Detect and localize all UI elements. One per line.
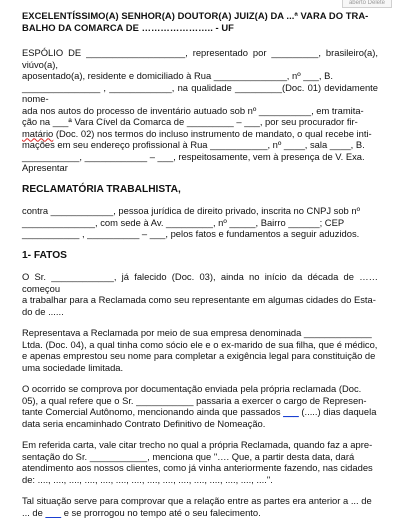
fatos-paragraph-5: [22, 495, 378, 518]
reclamatoria-paragraph: [22, 205, 378, 240]
court-heading-line-2: BALHO DA COMARCA DE ………………….. - UF: [22, 22, 378, 34]
intro-line: Apresentar: [22, 162, 378, 174]
blank-link[interactable]: ___: [283, 406, 299, 417]
paragraph-line: O ocorrido se comprova por documentação enviada pela própria reclamada (Doc.: [22, 383, 378, 395]
paragraph-line: 05), a qual refere que o Sr. ___________ passaria a exercer o cargo de Represen-: [22, 395, 378, 407]
paragraph-line: Representava a Reclamada por meio de sua empresa denominada _____________: [22, 327, 378, 339]
paragraph-line: O Sr. ____________, já falecido (Doc. 03), ainda no início da década de …… começou: [22, 271, 378, 294]
intro-line: aposentado(a), residente e domiciliado à Rua ______________, nº ___, B.: [22, 70, 378, 82]
intro-line: ESPÓLIO DE ___________________, representado por _________, brasileiro(a), viúvo(a),: [22, 47, 378, 70]
fatos-paragraph-2: [22, 327, 378, 373]
reclamatoria-title: RECLAMATÓRIA TRABALHISTA,: [22, 184, 378, 196]
paragraph-line: tante Comercial Autônomo, mencionando ainda que passados ___ (.....) dias daquela: [22, 406, 378, 418]
paragraph-line: uma sociedade limitada.: [22, 362, 378, 374]
intro-line: ___________, ____________ – ___, respeitosamente, vem à presença de V. Exa.: [22, 151, 378, 163]
paragraph-line: Em referida carta, vale citar trecho no qual a própria Reclamada, quando faz a apre-: [22, 439, 378, 451]
spellcheck-word[interactable]: matário: [22, 128, 53, 139]
fatos-paragraph-1: [22, 271, 378, 317]
paragraph-line: Tal situação serve para comprovar que a relação entre as partes era anterior a ... de: [22, 495, 378, 507]
status-badge: aberto Delete: [342, 0, 392, 8]
paragraph-line: atendimento aos nossos clientes, como já vinha anteriormente fazendo, nas cidades: [22, 462, 378, 474]
paragraph-line: do de ......: [22, 306, 378, 318]
paragraph-line: sentação do Sr. ___________, menciona que "…. Que, a partir desta data, dará: [22, 451, 378, 463]
reclamatoria-line: ______________, com sede à Av. _________, nº _____, Bairro ______; CEP: [22, 217, 378, 229]
fatos-title: 1- FATOS: [22, 250, 378, 262]
blank-link[interactable]: ___: [45, 507, 61, 518]
intro-line: ção na ___ª Vara Cível da Comarca de _________ – ___, por seu procurador fir-: [22, 116, 378, 128]
paragraph-line: ... de ___ e se prorrogou no tempo até o seu falecimento.: [22, 507, 378, 518]
intro-paragraph: [22, 47, 378, 174]
fatos-paragraph-4: [22, 439, 378, 485]
reclamatoria-line: contra ____________, pessoa jurídica de direito privado, inscrita no CNPJ sob nº: [22, 205, 378, 217]
paragraph-line: e apenas emprestou seu nome para completar a exigência legal para constituição de: [22, 350, 378, 362]
reclamatoria-line: ___________ , __________ – ___, pelos fatos e fundamentos a seguir aduzidos.: [22, 228, 378, 240]
intro-line: ada nos autos do processo de inventário autuado sob nº __________, em tramita-: [22, 105, 378, 117]
intro-line: _______________ , ____________, na qualidade _________(Doc. 01) devidamente nome-: [22, 82, 378, 105]
court-heading-line-1: EXCELENTÍSSIMO(A) SENHOR(A) DOUTOR(A) JUIZ(A) DA ...ª VARA DO TRA-: [22, 10, 378, 22]
intro-line: mações em seu endereço profissional à Rua ___________, nº ____, sala ____, B.: [22, 139, 378, 151]
paragraph-line: de: ...., ...., ...., ...., ...., ...., ...., ...., ...., ...., ...., ...., ...., ...., ....".: [22, 474, 378, 486]
paragraph-line: Ltda. (Doc. 04), a qual tinha como sócio ele e o ex-marido de sua filha, que é médico,: [22, 339, 378, 351]
document-body: [22, 10, 378, 518]
fatos-paragraph-3: [22, 383, 378, 429]
paragraph-line: data seria encaminhado Contrato Definitivo de Nomeação.: [22, 418, 378, 430]
intro-line: matário (Doc. 02) nos termos do incluso instrumento de mandato, o qual recebe inti-: [22, 128, 378, 140]
paragraph-line: a trabalhar para a Reclamada como seu representante em algumas cidades do Esta-: [22, 294, 378, 306]
